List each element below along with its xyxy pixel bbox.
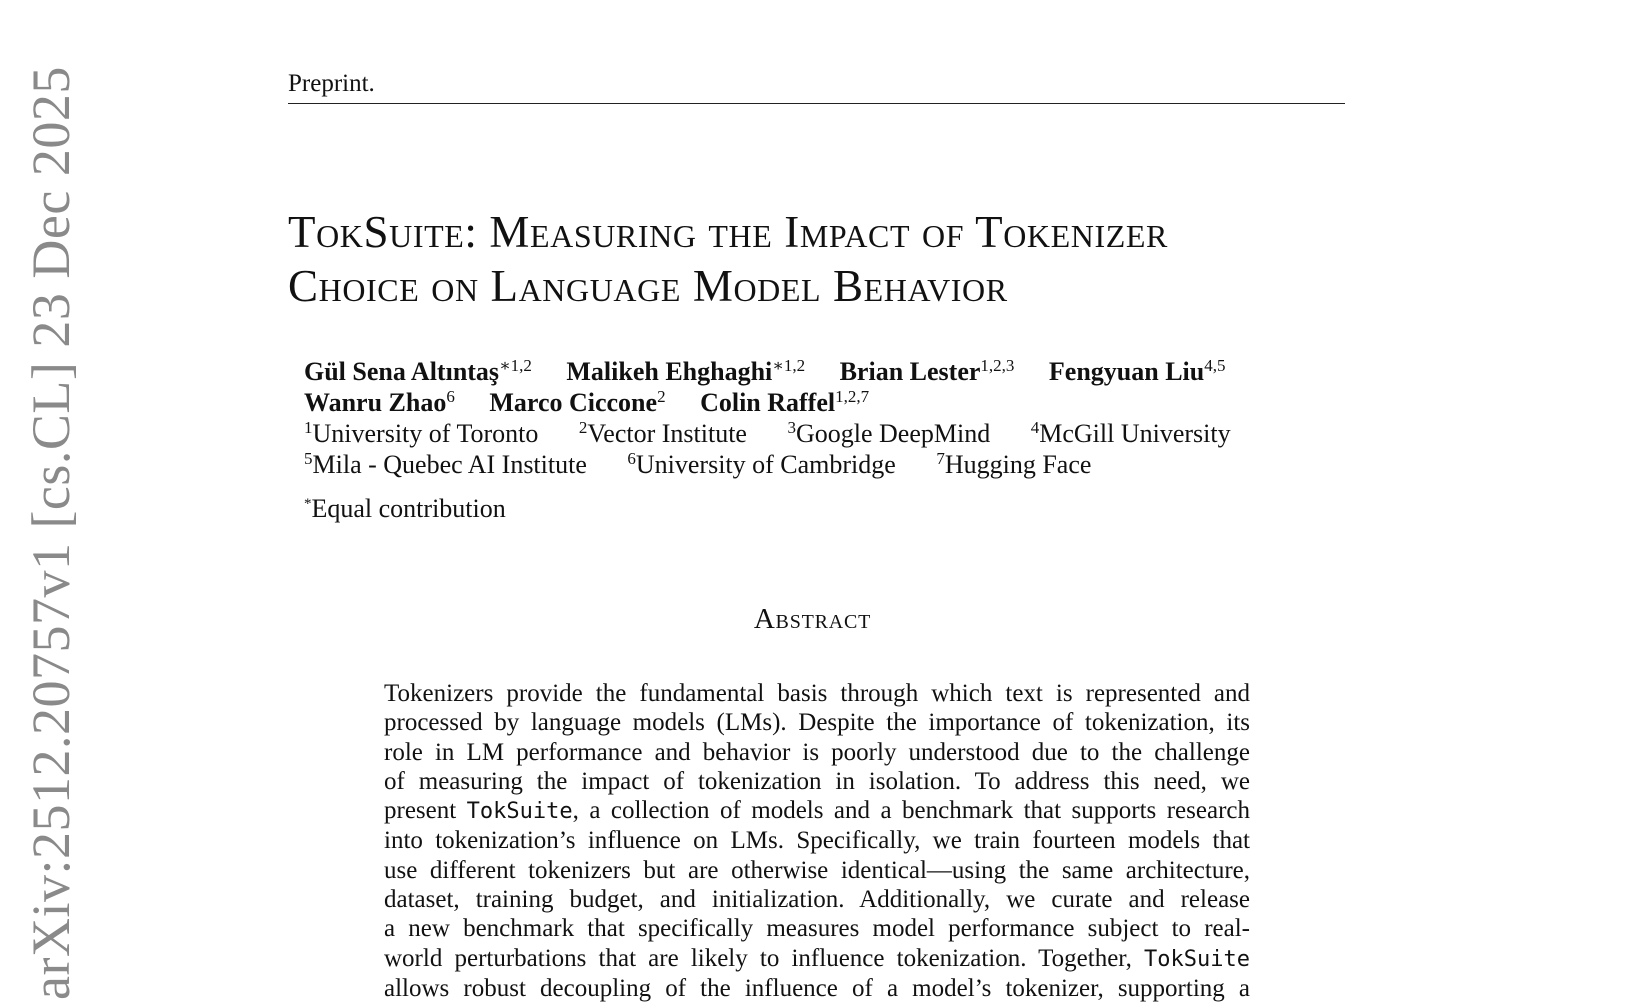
author-row-2 — [304, 387, 1265, 418]
abstract-body — [384, 679, 1250, 1003]
affiliation: $^1$University of Toronto — [304, 418, 539, 448]
author: Colin Raffel$^{1,2,7}$ — [700, 387, 870, 417]
title-line-2: Choice on Language Model Behavior — [288, 261, 1008, 311]
title-line-1: TokSuite: Measuring the Impact of Tokenizer — [288, 207, 1168, 257]
author: Brian Lester$^{1,2,3}$ — [839, 356, 1015, 386]
affiliation: $^7$Hugging Face — [936, 449, 1092, 479]
abstract-line: into tokenization’s influence on LMs. Specifically, we train fourteen models that — [384, 827, 1250, 855]
arxiv-side-stamp: arXiv:2512.20757v1 [cs.CL] 23 Dec 2025 — [21, 66, 81, 1000]
paper-title — [288, 205, 1358, 313]
author-block — [304, 356, 1265, 524]
author: Marco Ciccone$^2$ — [489, 387, 666, 417]
author: Fengyuan Liu$^{4,5}$ — [1048, 356, 1226, 386]
abstract-line: processed by language models (LMs). Despite the importance of tokenization, its — [384, 709, 1250, 737]
author-row-1 — [304, 356, 1265, 387]
toksuite-code: TokSuite — [1144, 946, 1250, 972]
affiliation: $^3$Google DeepMind — [787, 418, 991, 448]
abstract-line: Tokenizers provide the fundamental basis through which text is represented and — [384, 680, 1250, 707]
abstract-line: role in LM performance and behavior is poorly understood due to the challenge — [384, 738, 1250, 766]
author: Wanru Zhao$^6$ — [304, 387, 455, 417]
affiliation: $^5$Mila - Quebec AI Institute — [304, 449, 587, 479]
author: Malikeh Ehghaghi$^{∗1,2}$ — [566, 356, 806, 386]
running-head: Preprint. — [288, 70, 375, 97]
equal-contribution-note: *Equal contribution — [304, 494, 506, 523]
abstract-line: a new benchmark that specifically measures model performance subject to real- — [384, 915, 1250, 943]
toksuite-code: TokSuite — [466, 799, 573, 825]
affiliation-row-2 — [304, 449, 1265, 480]
header-rule — [288, 103, 1345, 104]
affiliation: $^6$University of Cambridge — [627, 449, 896, 479]
abstract-line: present TokSuite, a collection of models and a benchmark that supports research — [384, 797, 1250, 825]
affiliation: $^2$Vector Institute — [578, 418, 747, 448]
abstract-line: world perturbations that are likely to influence tokenization. Together, TokSuite — [384, 944, 1250, 972]
affiliation: $^4$McGill University — [1030, 418, 1231, 448]
affiliation-row-1 — [304, 418, 1265, 449]
abstract-heading: Abstract — [753, 603, 872, 635]
abstract-line: dataset, training budget, and initialization. Additionally, we curate and release — [384, 886, 1250, 914]
abstract-line: of measuring the impact of tokenization in isolation. To address this need, we — [384, 767, 1250, 795]
abstract-line: allows robust decoupling of the influence of a model’s tokenizer, supporting a — [384, 974, 1250, 1002]
author: Gül Sena Altıntaş$^{∗1,2}$ — [304, 356, 532, 386]
abstract-line: use different tokenizers but are otherwise identical—using the same architecture, — [384, 856, 1250, 884]
